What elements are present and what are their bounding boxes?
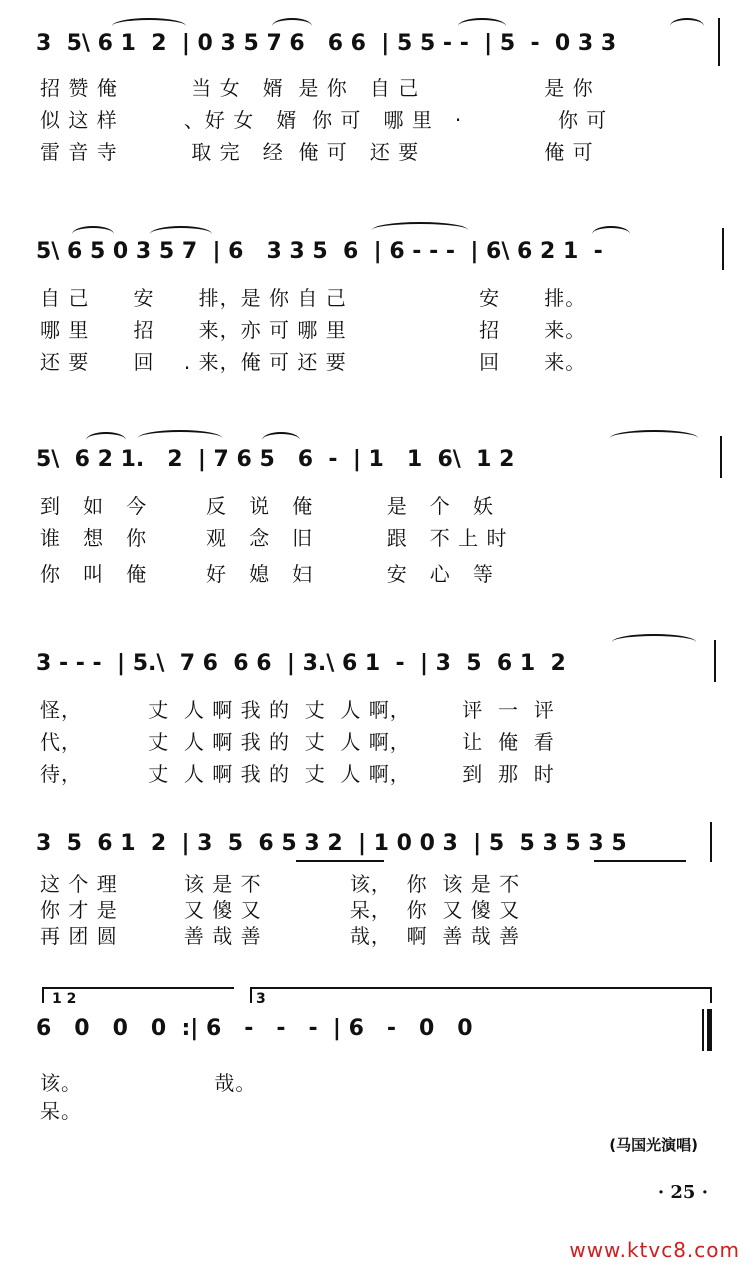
slur <box>610 430 698 446</box>
slur <box>670 18 704 34</box>
lyric-line: 待， 丈 人 啊 我 的 丈 人 啊， 到 那 时 <box>40 762 555 786</box>
end-barline <box>720 436 722 478</box>
slur <box>612 634 696 650</box>
first-ending-label: 1 2 <box>52 991 77 1007</box>
slur <box>112 18 186 34</box>
lyric-line: 谁 想 你 观 念 旧 跟 不 上 时 <box>40 526 508 550</box>
slur <box>592 226 630 242</box>
final-barline-thin <box>702 1009 704 1051</box>
final-barline-thick <box>707 1009 712 1051</box>
end-barline <box>718 18 720 66</box>
watermark: www.ktvc8.com <box>569 1238 740 1262</box>
lyric-line: 你 叫 俺 好 媳 妇 安 心 等 <box>40 562 494 586</box>
underline <box>296 860 384 862</box>
slur <box>458 18 506 34</box>
performer-credit: (马国光演唱) <box>609 1136 698 1154</box>
lyric-line: 呆。 <box>40 1099 82 1123</box>
notes-line: 3 5\ 6 1 2 | 0 3 5 7 6 6 6 | 5 5 - - | 5 - 0 3 3 <box>36 31 617 56</box>
page-number: · 25 · <box>657 1182 708 1203</box>
notes-line: 5\ 6 2 1. 2 | 7 6 5 6 - | 1 1 6\ 1 2 <box>36 447 515 472</box>
end-barline <box>714 640 716 682</box>
lyric-line: 怪， 丈 人 啊 我 的 丈 人 啊， 评 一 评 <box>40 698 555 722</box>
second-ending-label: 3 <box>256 991 266 1007</box>
notes-line: 3 - - - | 5.\ 7 6 6 6 | 3.\ 6 1 - | 3 5 6 1 2 <box>36 651 566 676</box>
slur <box>86 432 126 448</box>
slur <box>138 430 222 446</box>
lyric-line: 似 这 样 、好 女 婿 你 可 哪 里 · 你 可 <box>40 108 608 132</box>
slur <box>72 226 114 242</box>
notes-line: 5\ 6 5 0 3 5 7 | 6 3 3 5 6 | 6 - - - | 6\ 6 2 1 - <box>36 239 603 264</box>
lyric-line: 招 赞 俺 当 女 婿 是 你 自 己 是 你 <box>40 76 594 100</box>
lyric-line: 这 个 理 该 是 不 该， 你 该 是 不 <box>40 872 521 896</box>
lyric-line: 代， 丈 人 啊 我 的 丈 人 啊， 让 俺 看 <box>40 730 555 754</box>
slur <box>262 432 300 448</box>
lyric-line: 你 才 是 又 傻 又 呆， 你 又 傻 又 <box>40 898 521 922</box>
end-barline <box>722 228 724 270</box>
slur <box>372 222 468 238</box>
underline <box>594 860 686 862</box>
lyric-line: 该。 哉。 <box>40 1071 257 1095</box>
lyric-line: 雷 音 寺 取 完 经 俺 可 还 要 俺 可 <box>40 140 594 164</box>
slur <box>150 226 212 242</box>
second-ending-bracket <box>250 987 712 1003</box>
lyric-line: 自 己 安 排，是 你 自 己 安 排。 <box>40 286 587 310</box>
slur <box>272 18 312 34</box>
lyric-line: 再 团 圆 善 哉 善 哉， 啊 善 哉 善 <box>40 924 521 948</box>
lyric-line: 还 要 回 . 来，俺 可 还 要 回 来。 <box>40 350 587 374</box>
lyric-line: 哪 里 招 来，亦 可 哪 里 招 来。 <box>40 318 587 342</box>
notes-line: 3 5 6 1 2 | 3 5 6 5 3 2 | 1 0 0 3 | 5 5 3 5 3 5 <box>36 831 627 856</box>
lyric-line: 到 如 今 反 说 俺 是 个 妖 <box>40 494 494 518</box>
end-barline <box>710 822 712 862</box>
notes-line: 6 0 0 0 :| 6 - - - | 6 - 0 0 <box>36 1016 473 1041</box>
